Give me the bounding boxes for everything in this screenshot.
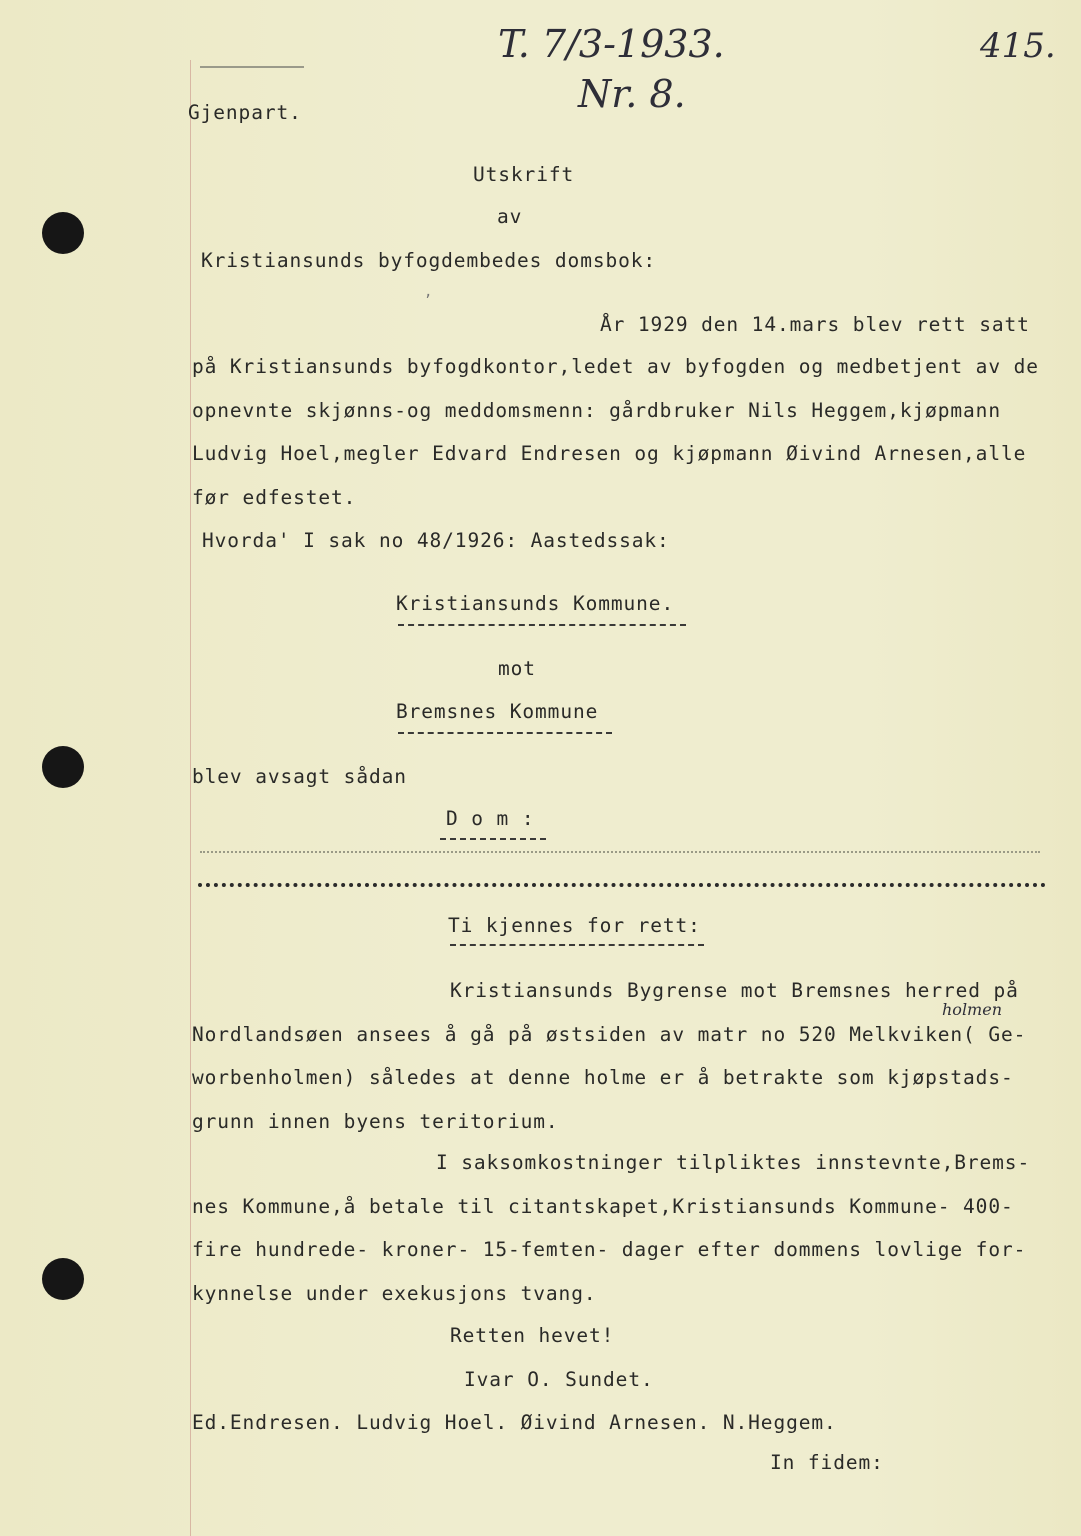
ruling-p2-line-2: nes Kommune,å betale til citantskapet,Kristiansunds Kommune- 400- — [192, 1195, 1014, 1218]
punch-hole-top — [42, 212, 84, 254]
dotted-separator — [198, 883, 1046, 887]
dotted-separator-faint — [200, 851, 1040, 853]
ruling-p1-line-3: worbenholmen) således at denne holme er å betrakte som kjøpstads- — [192, 1066, 1014, 1089]
member-names: Ed.Endresen. Ludvig Hoel. Øivind Arnesen. N.Heggem. — [192, 1411, 837, 1434]
ruling-p2-line-3: fire hundrede- kroner- 15-femten- dager efter dommens lovlige for- — [192, 1238, 1027, 1261]
verdict-intro: blev avsagt sådan — [192, 765, 407, 788]
title-domsbok: Kristiansunds byfogdembedes domsbok: — [201, 249, 657, 272]
intro-line-4: Ludvig Hoel,megler Edvard Endresen og kjøpmann Øivind Arnesen,alle — [192, 442, 1027, 465]
punch-hole-bottom — [42, 1258, 84, 1300]
handwritten-number: Nr. 8. — [578, 72, 686, 116]
intro-line-2: på Kristiansunds byfogdkontor,ledet av byfogden og medbetjent av de — [192, 355, 1039, 378]
in-fidem: In fidem: — [770, 1451, 884, 1474]
defendant: Bremsnes Kommune — [396, 700, 599, 723]
plaintiff: Kristiansunds Kommune. — [396, 592, 675, 615]
copy-label: Gjenpart. — [188, 101, 302, 124]
ruling-p2-line-4: kynnelse under exekusjons tvang. — [192, 1282, 597, 1305]
ruling-p1-line-4: grunn innen byens teritorium. — [192, 1110, 559, 1133]
defendant-underline — [398, 732, 612, 734]
handwritten-page-number: 415. — [980, 26, 1056, 66]
intro-line-5: før edfestet. — [192, 486, 357, 509]
ruling-p1-line-2: Nordlandsøen ansees å gå på østsiden av matr no 520 Melkviken( Ge- — [192, 1023, 1027, 1046]
handwritten-date: T. 7/3-1933. — [498, 22, 725, 66]
ruling-heading-underline — [450, 944, 704, 946]
verdict-heading-underline — [440, 838, 546, 840]
intro-line-3: opnevnte skjønns-og meddomsmenn: gårdbruker Nils Heggem,kjøpmann — [192, 399, 1001, 422]
title-av: av — [497, 205, 523, 228]
title-utskrift: Utskrift — [473, 163, 575, 186]
punch-hole-middle — [42, 746, 84, 788]
plaintiff-underline — [398, 624, 686, 626]
verdict-heading: D o m : — [446, 807, 535, 830]
intro-line-6: Hvorda' I sak no 48/1926: Aastedssak: — [202, 529, 670, 552]
stray-mark — [200, 66, 304, 68]
handwritten-correction: holmen — [942, 1000, 1002, 1019]
intro-line-1: År 1929 den 14.mars blev rett satt — [600, 313, 1030, 336]
court-adjourned: Retten hevet! — [450, 1324, 615, 1347]
ruling-p2-line-1: I saksomkostninger tilpliktes innstevnte,Brems- — [436, 1151, 1031, 1174]
versus: mot — [498, 657, 536, 680]
ruling-heading: Ti kjennes for rett: — [448, 914, 701, 937]
judge-name: Ivar O. Sundet. — [464, 1368, 654, 1391]
ruling-p1-line-1: Kristiansunds Bygrense mot Bremsnes herred på — [450, 979, 1019, 1002]
margin-rule — [190, 60, 191, 1536]
ink-speck: , — [424, 284, 433, 300]
